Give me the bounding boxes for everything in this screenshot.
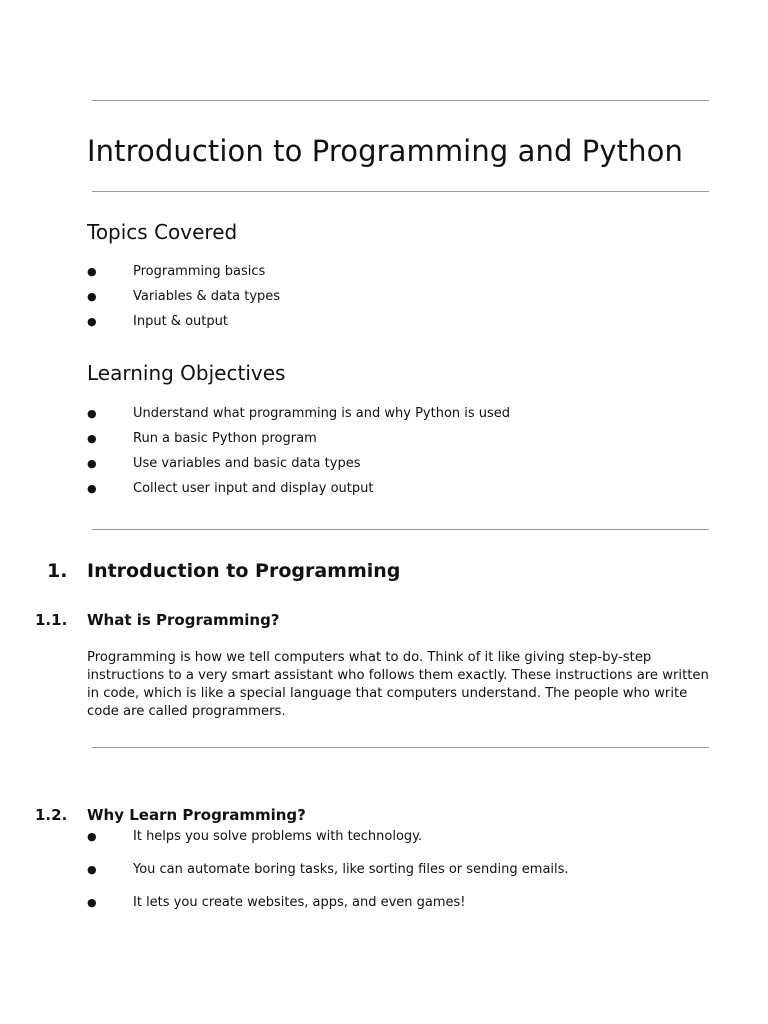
bullet-icon: ● (87, 830, 97, 843)
bullet-icon: ● (87, 432, 97, 445)
subsection-title: Why Learn Programming? (87, 806, 306, 824)
topic-text: Programming basics (133, 264, 266, 279)
section-title: Introduction to Programming (87, 560, 401, 582)
subsection-divider (92, 747, 709, 748)
subsection-number: 1.1. (35, 611, 68, 629)
top-divider (92, 100, 709, 101)
bullet-icon: ● (87, 265, 97, 278)
reason-text: It helps you solve problems with technology. (133, 829, 423, 844)
bullet-icon: ● (87, 482, 97, 495)
section-divider (92, 529, 709, 530)
section-number: 1. (47, 560, 68, 582)
objective-text: Collect user input and display output (133, 481, 374, 496)
subsection-number: 1.2. (35, 806, 68, 824)
topics-heading: Topics Covered (87, 220, 238, 244)
what-is-programming-paragraph: Programming is how we tell computers what to do. Think of it like giving step-by-step instructions to a very smart assistant who follows them exactly. These instructions are written in code, which is like a special language that computers understand. The people who write code are called programmers. (87, 650, 709, 719)
subsection-title: What is Programming? (87, 611, 280, 629)
bullet-icon: ● (87, 315, 97, 328)
objective-text: Run a basic Python program (133, 431, 317, 446)
bullet-icon: ● (87, 863, 97, 876)
bullet-icon: ● (87, 407, 97, 420)
topic-text: Input & output (133, 314, 228, 329)
bullet-icon: ● (87, 290, 97, 303)
objectives-heading: Learning Objectives (87, 361, 286, 385)
reason-text: You can automate boring tasks, like sorting files or sending emails. (133, 862, 569, 877)
bullet-icon: ● (87, 896, 97, 909)
document-title: Introduction to Programming and Python (87, 134, 683, 168)
topic-text: Variables & data types (133, 289, 281, 304)
reason-text: It lets you create websites, apps, and even games! (133, 895, 466, 910)
objective-text: Understand what programming is and why Python is used (133, 406, 511, 421)
bullet-icon: ● (87, 457, 97, 470)
title-divider (92, 191, 709, 192)
objective-text: Use variables and basic data types (133, 456, 361, 471)
